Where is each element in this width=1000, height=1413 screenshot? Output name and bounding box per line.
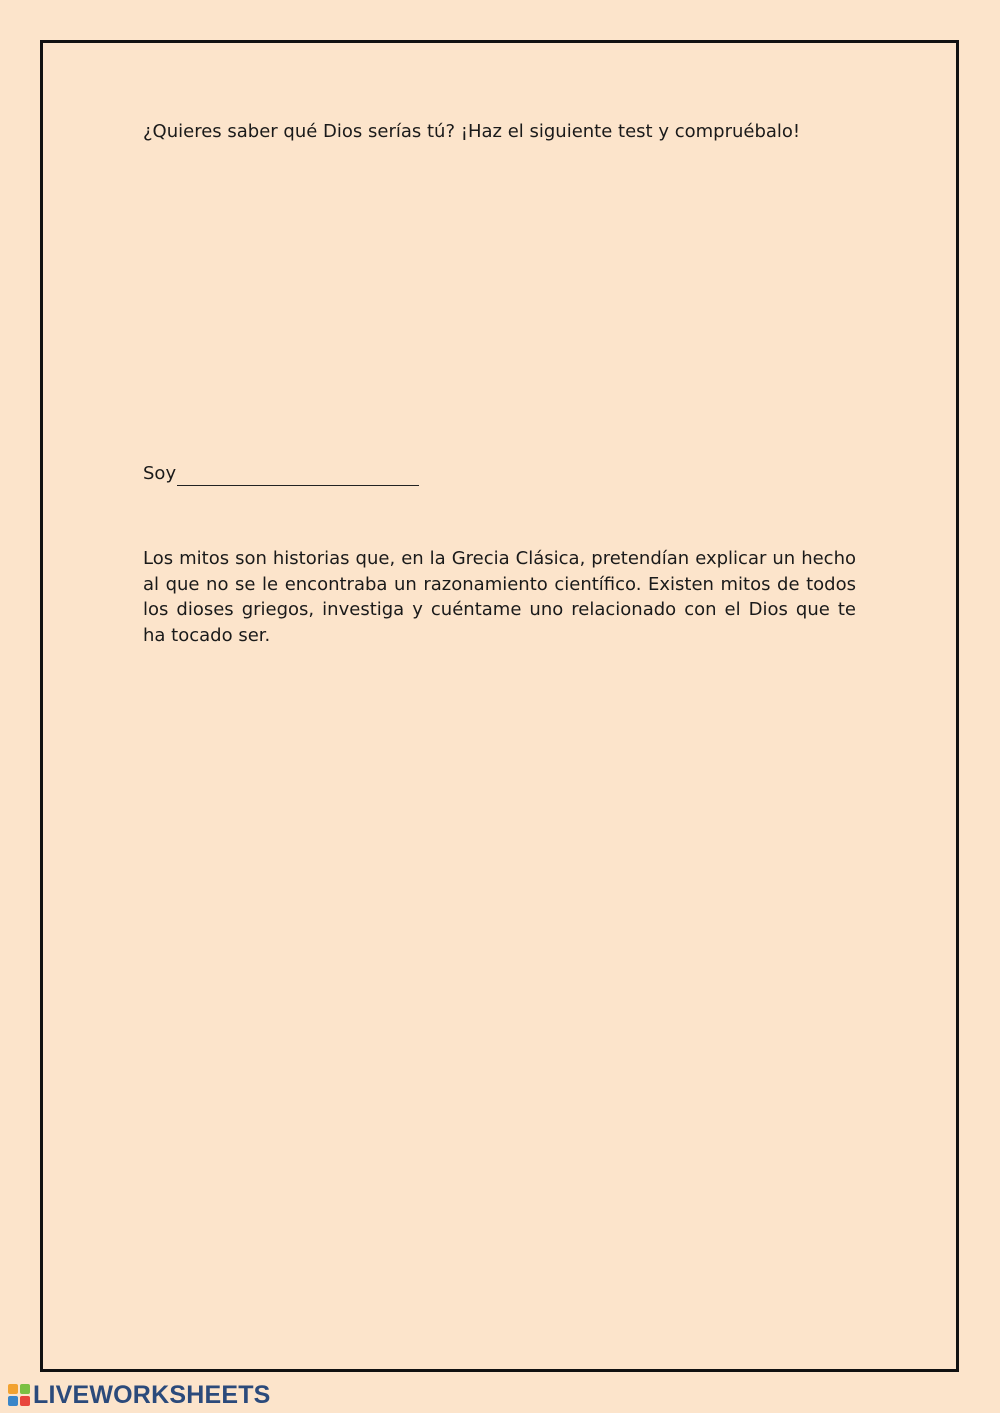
worksheet-frame <box>40 40 959 1372</box>
soy-label: Soy <box>143 463 177 484</box>
liveworksheets-logo-icon <box>8 1384 30 1406</box>
soy-blank-field[interactable] <box>177 465 419 486</box>
soy-answer-line <box>143 462 419 486</box>
logo-text: LIVEWORKSHEETS <box>33 1381 271 1409</box>
intro-text: ¿Quieres saber qué Dios serías tú? ¡Haz el siguiente test y compruébalo! <box>143 121 801 142</box>
liveworksheets-logo <box>8 1382 271 1408</box>
myths-paragraph: Los mitos son historias que, en la Grecia Clásica, pretendían explicar un hecho al que no se le encontraba un razonamiento científico. Existen mitos de todos los dioses griegos, investiga y cuéntame uno relacionado con el Dios que te ha tocado ser. <box>143 548 856 646</box>
